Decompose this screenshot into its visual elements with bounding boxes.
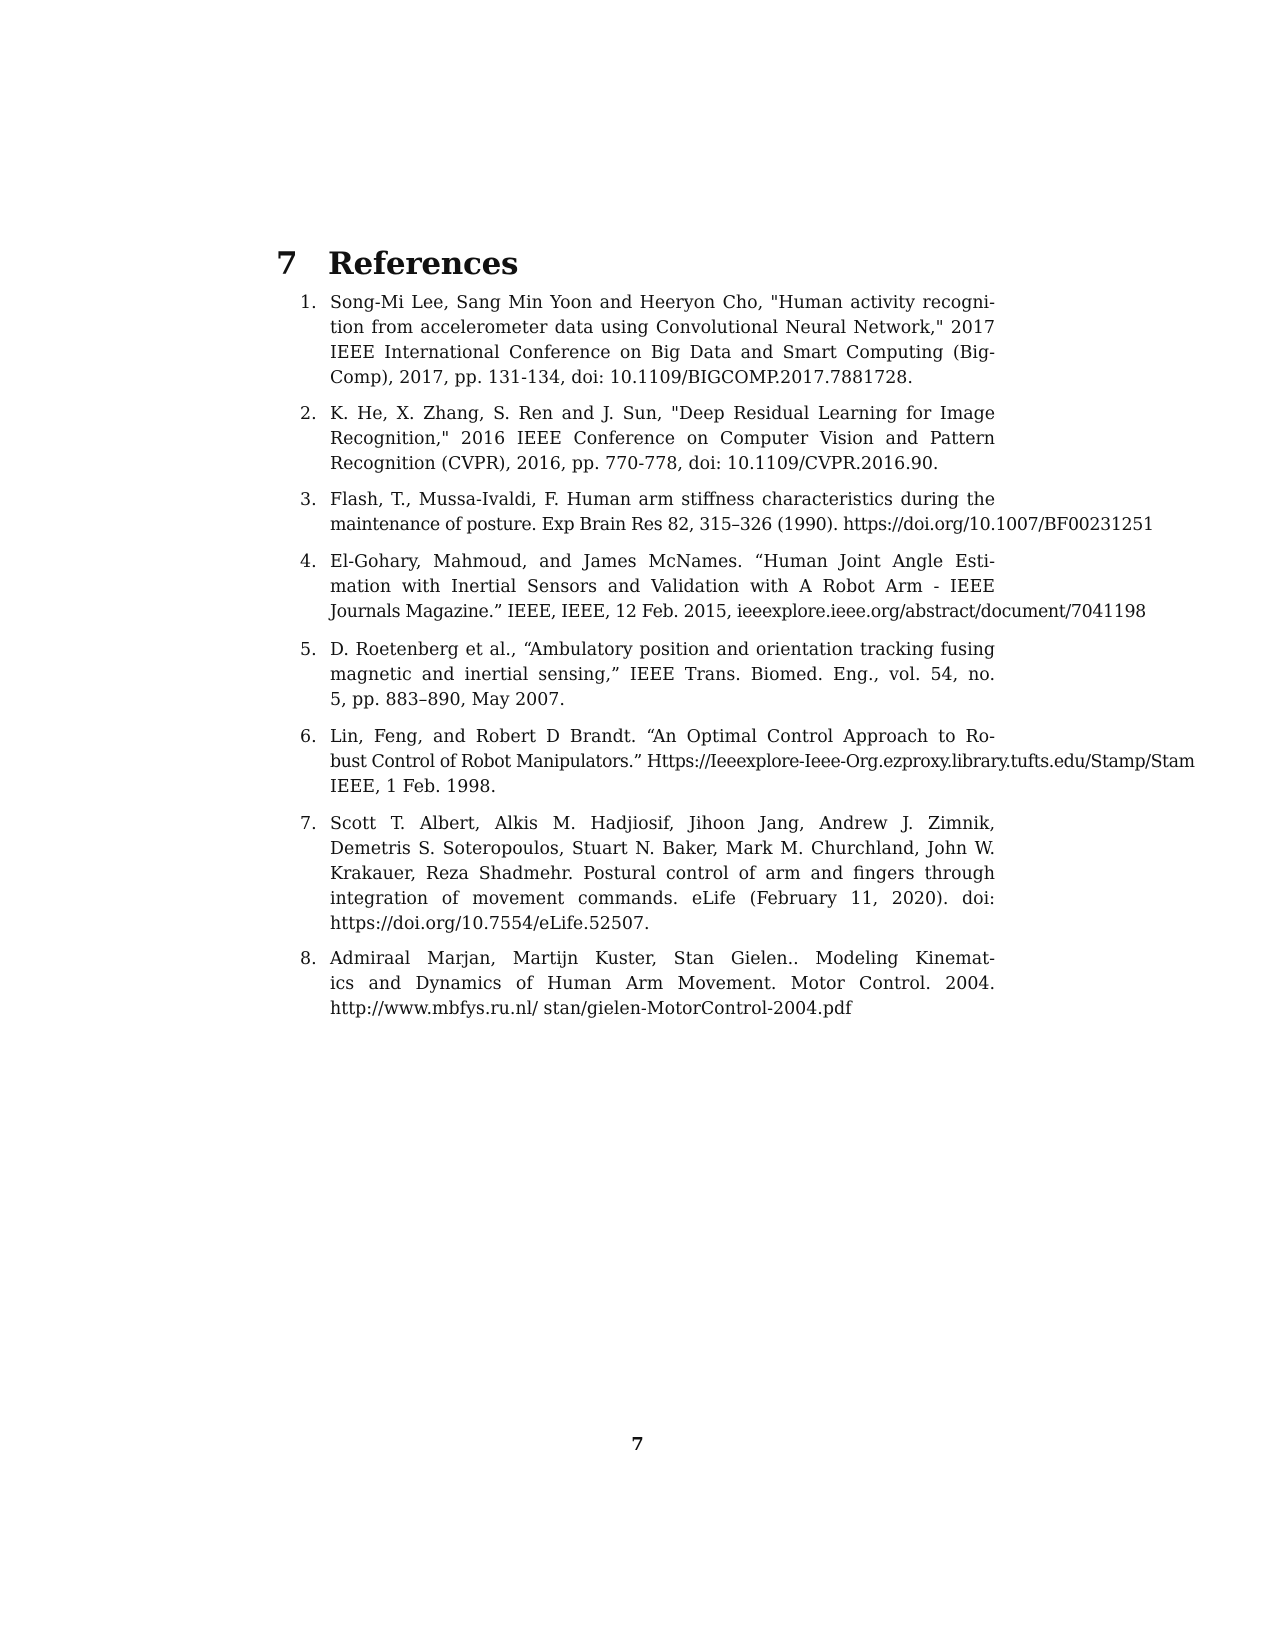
reference-item-2 <box>300 402 995 477</box>
reference-link: http://www.mbfys.ru.nl/ stan/gielen-MotorControl-2004.pdf <box>330 999 852 1019</box>
reference-item-1 <box>300 291 995 391</box>
reference-line: ics and Dynamics of Human Arm Movement. Motor Control. 2004. <box>330 974 995 994</box>
reference-link: maintenance of posture. Exp Brain Res 82, 315–326 (1990). https://doi.org/10.1007/BF00231251 <box>330 515 1154 535</box>
reference-item-6 <box>300 725 1195 800</box>
reference-link: bust Control of Robot Manipulators.” Https://Ieeexplore-Ieee-Org.ezproxy.library.tufts.edu/Stamp/Stam <box>330 752 1195 772</box>
reference-line: Journals Magazine.” IEEE, IEEE, 12 Feb. 2015, ieeexplore.ieee.org/abstract/document/7041198 <box>330 602 1146 622</box>
reference-number: 6. <box>300 727 317 747</box>
reference-line: Comp), 2017, pp. 131-134, doi: 10.1109/BIGCOMP.2017.7881728. <box>330 368 913 388</box>
reference-item-4 <box>300 550 1146 625</box>
reference-line: Recognition (CVPR), 2016, pp. 770-778, doi: 10.1109/CVPR.2016.90. <box>330 454 939 474</box>
section-heading <box>276 246 518 282</box>
reference-number: 3. <box>300 490 317 510</box>
reference-line: D. Roetenberg et al., “Ambulatory position and orientation tracking fusing <box>330 640 995 660</box>
reference-number: 4. <box>300 552 317 572</box>
reference-number: 5. <box>300 640 317 660</box>
reference-line: IEEE, 1 Feb. 1998. <box>330 777 496 797</box>
reference-line: K. He, X. Zhang, S. Ren and J. Sun, "Deep Residual Learning for Image <box>330 404 995 424</box>
reference-line: Lin, Feng, and Robert D Brandt. “An Optimal Control Approach to Ro- <box>330 727 995 747</box>
reference-line: 5, pp. 883–890, May 2007. <box>330 690 565 710</box>
reference-link: https://doi.org/10.7554/eLife.52507. <box>330 914 650 934</box>
reference-line: Scott T. Albert, Alkis M. Hadjiosif, Jihoon Jang, Andrew J. Zimnik, <box>330 814 995 834</box>
reference-line: Krakauer, Reza Shadmehr. Postural control of arm and fingers through <box>330 864 995 884</box>
reference-line: El-Gohary, Mahmoud, and James McNames. “Human Joint Angle Esti- <box>330 552 995 572</box>
section-number: 7 <box>276 246 298 282</box>
reference-number: 7. <box>300 814 317 834</box>
reference-item-7 <box>300 812 995 937</box>
reference-line: Flash, T., Mussa-Ivaldi, F. Human arm stiffness characteristics during the <box>330 490 995 510</box>
reference-line: mation with Inertial Sensors and Validation with A Robot Arm - IEEE <box>330 577 995 597</box>
reference-line: Recognition," 2016 IEEE Conference on Computer Vision and Pattern <box>330 429 995 449</box>
reference-line: Demetris S. Soteropoulos, Stuart N. Baker, Mark M. Churchland, John W. <box>330 839 995 859</box>
reference-line: IEEE International Conference on Big Data and Smart Computing (Big- <box>330 343 995 363</box>
reference-number: 8. <box>300 949 317 969</box>
reference-number: 2. <box>300 404 317 424</box>
section-title: References <box>328 246 519 282</box>
reference-item-8 <box>300 947 995 1022</box>
reference-line: tion from accelerometer data using Convolutional Neural Network," 2017 <box>330 318 995 338</box>
reference-number: 1. <box>300 293 317 313</box>
reference-item-5 <box>300 638 995 713</box>
reference-line: Song-Mi Lee, Sang Min Yoon and Heeryon Cho, "Human activity recogni- <box>330 293 995 313</box>
reference-line: magnetic and inertial sensing,” IEEE Trans. Biomed. Eng., vol. 54, no. <box>330 665 995 685</box>
reference-line: integration of movement commands. eLife (February 11, 2020). doi: <box>330 889 995 909</box>
reference-item-3 <box>300 488 1154 538</box>
page-number: 7 <box>631 1434 644 1455</box>
reference-line: Admiraal Marjan, Martijn Kuster, Stan Gielen.. Modeling Kinemat- <box>330 949 995 969</box>
